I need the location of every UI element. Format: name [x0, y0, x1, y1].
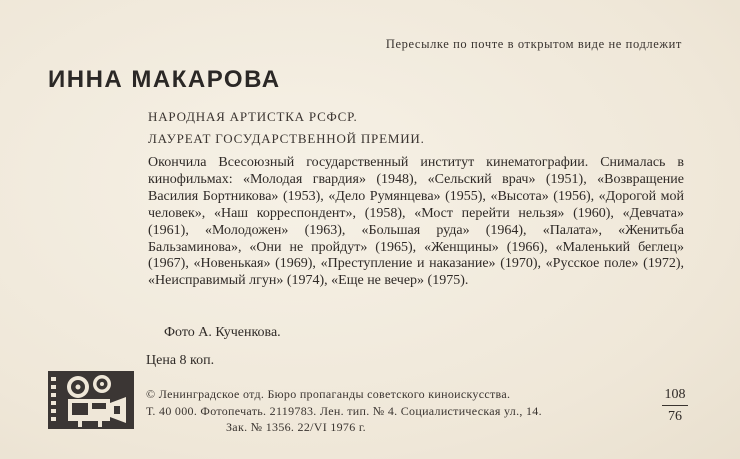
- artist-name: ИННА МАКАРОВА: [48, 66, 281, 93]
- price: Цена 8 коп.: [146, 353, 215, 368]
- catalog-index: [660, 386, 690, 425]
- imprint-publisher: © Ленинградское отд. Бюро пропаганды советского киноискусства.: [146, 387, 511, 401]
- catalog-index-divider: [662, 405, 688, 406]
- photo-credit: Фото А. Кученкова.: [164, 325, 281, 340]
- imprint-print-details: Т. 40 000. Фотопечать. 2119783. Лен. тип. № 4. Социалистическая ул., 14.: [146, 404, 542, 418]
- imprint-order: Зак. № 1356. 22/VI 1976 г.: [226, 420, 366, 434]
- biography-text: Окончила Всесоюзный государственный институт кинематографии. Снималась в кинофильмах: «Молодая гвардия» (1948), «Сельский врач» (1951), «Возвращение Василия Бортникова» (1953), «Дело Румянцева» (1955), «Высота» (1956), «Дорогой мой человек», «Наш корреспондент», (1958), «Мост перейти нельзя» (1960), «Девчата» (1961), «Молодожен» (1963), «Большая руда» (1964), «Палата», «Женитьба Бальзаминова», «Они не пройдут» (1965), «Женщины» (1966), «Маленький беглец» (1967), «Новенькая» (1969), «Преступление и наказание» (1970), «Русское поле» (1972), «Неисправимый лгун» (1974), «Еще не вечер» (1975).: [148, 155, 684, 289]
- artist-title-people: НАРОДНАЯ АРТИСТКА РСФСР.: [148, 109, 358, 124]
- artist-title-laureate: ЛАУРЕАТ ГОСУДАРСТВЕННОЙ ПРЕМИИ.: [148, 131, 425, 146]
- biography: [148, 155, 684, 290]
- film-projector-icon: [48, 371, 134, 429]
- catalog-index-top: 108: [664, 387, 686, 402]
- catalog-index-bottom: 76: [668, 409, 682, 424]
- postal-notice: Пересылке по почте в открытом виде не подлежит: [385, 37, 682, 51]
